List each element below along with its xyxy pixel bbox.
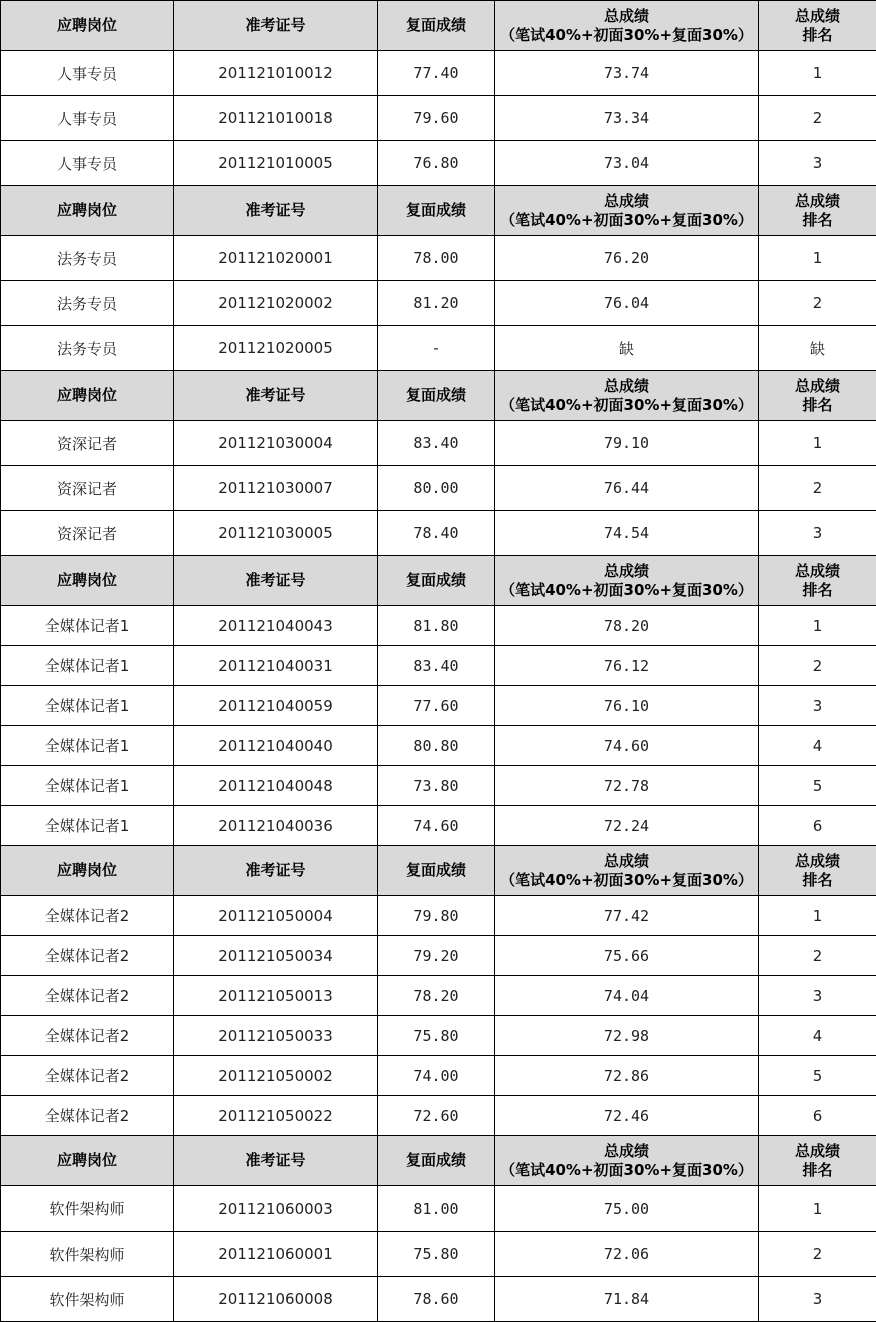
cell-rank: 2 — [759, 936, 876, 976]
cell-exam-no: 201121030005 — [174, 511, 378, 556]
table-row — [1, 726, 876, 766]
cell-position: 全媒体记者2 — [1, 936, 174, 976]
cell-rank: 6 — [759, 1096, 876, 1136]
cell-exam-no: 201121020002 — [174, 281, 378, 326]
cell-exam-no: 201121050013 — [174, 976, 378, 1016]
cell-total: 76.10 — [495, 686, 759, 726]
table-row — [1, 896, 876, 936]
header-position: 应聘岗位 — [1, 1136, 174, 1186]
cell-total: 71.84 — [495, 1277, 759, 1322]
header-total-line1: 总成绩 — [495, 192, 758, 211]
header-row — [1, 371, 876, 421]
cell-reinterview: 81.00 — [378, 1186, 495, 1232]
cell-rank: 2 — [759, 466, 876, 511]
header-rank-line2: 排名 — [759, 871, 876, 890]
table-row — [1, 281, 876, 326]
cell-reinterview: 79.80 — [378, 896, 495, 936]
header-rank-line1: 总成绩 — [759, 7, 876, 26]
cell-position: 资深记者 — [1, 421, 174, 466]
header-total — [495, 1, 759, 51]
cell-reinterview: 75.80 — [378, 1016, 495, 1056]
cell-reinterview: 78.60 — [378, 1277, 495, 1322]
header-rank — [759, 1136, 876, 1186]
header-rank-line1: 总成绩 — [759, 192, 876, 211]
cell-reinterview: 78.00 — [378, 236, 495, 281]
cell-reinterview: 81.20 — [378, 281, 495, 326]
cell-rank: 3 — [759, 686, 876, 726]
cell-rank: 2 — [759, 646, 876, 686]
header-total — [495, 846, 759, 896]
header-exam-no: 准考证号 — [174, 371, 378, 421]
table-row — [1, 1096, 876, 1136]
table-row — [1, 326, 876, 371]
table-row — [1, 1186, 876, 1232]
header-reinterview: 复面成绩 — [378, 1136, 495, 1186]
cell-rank: 4 — [759, 1016, 876, 1056]
cell-reinterview: 77.60 — [378, 686, 495, 726]
header-row — [1, 846, 876, 896]
cell-exam-no: 201121020005 — [174, 326, 378, 371]
cell-exam-no: 201121060008 — [174, 1277, 378, 1322]
header-exam-no: 准考证号 — [174, 1, 378, 51]
cell-total: 缺 — [495, 326, 759, 371]
header-total — [495, 371, 759, 421]
cell-total: 75.00 — [495, 1186, 759, 1232]
cell-position: 软件架构师 — [1, 1277, 174, 1322]
header-rank-line1: 总成绩 — [759, 1142, 876, 1161]
header-rank — [759, 846, 876, 896]
cell-position: 全媒体记者1 — [1, 606, 174, 646]
header-exam-no: 准考证号 — [174, 186, 378, 236]
cell-position: 软件架构师 — [1, 1186, 174, 1232]
cell-position: 法务专员 — [1, 326, 174, 371]
cell-position: 资深记者 — [1, 511, 174, 556]
table-row — [1, 511, 876, 556]
header-total-line2: （笔试40%+初面30%+复面30%） — [495, 871, 758, 890]
cell-total: 73.04 — [495, 141, 759, 186]
cell-total: 79.10 — [495, 421, 759, 466]
header-total-line2: （笔试40%+初面30%+复面30%） — [495, 211, 758, 230]
header-total-line2: （笔试40%+初面30%+复面30%） — [495, 396, 758, 415]
header-reinterview: 复面成绩 — [378, 556, 495, 606]
cell-total: 77.42 — [495, 896, 759, 936]
cell-total: 76.12 — [495, 646, 759, 686]
cell-reinterview: 80.00 — [378, 466, 495, 511]
cell-exam-no: 201121040040 — [174, 726, 378, 766]
cell-total: 72.46 — [495, 1096, 759, 1136]
header-row — [1, 1, 876, 51]
header-rank-line2: 排名 — [759, 26, 876, 45]
cell-total: 75.66 — [495, 936, 759, 976]
cell-rank: 2 — [759, 1232, 876, 1277]
cell-exam-no: 201121050004 — [174, 896, 378, 936]
cell-reinterview: 83.40 — [378, 421, 495, 466]
table-row — [1, 606, 876, 646]
cell-exam-no: 201121010018 — [174, 96, 378, 141]
cell-reinterview: 79.60 — [378, 96, 495, 141]
table-row — [1, 646, 876, 686]
header-row — [1, 556, 876, 606]
cell-total: 72.78 — [495, 766, 759, 806]
cell-total: 76.04 — [495, 281, 759, 326]
header-reinterview: 复面成绩 — [378, 846, 495, 896]
cell-rank: 1 — [759, 1186, 876, 1232]
header-reinterview: 复面成绩 — [378, 1, 495, 51]
cell-reinterview: 79.20 — [378, 936, 495, 976]
cell-reinterview: 78.20 — [378, 976, 495, 1016]
cell-position: 人事专员 — [1, 51, 174, 96]
cell-rank: 4 — [759, 726, 876, 766]
table-row — [1, 766, 876, 806]
table-row — [1, 96, 876, 141]
cell-rank: 3 — [759, 141, 876, 186]
header-position: 应聘岗位 — [1, 1, 174, 51]
cell-exam-no: 201121040036 — [174, 806, 378, 846]
header-position: 应聘岗位 — [1, 186, 174, 236]
cell-exam-no: 201121020001 — [174, 236, 378, 281]
header-exam-no: 准考证号 — [174, 1136, 378, 1186]
cell-exam-no: 201121050022 — [174, 1096, 378, 1136]
table-row — [1, 236, 876, 281]
cell-reinterview: 78.40 — [378, 511, 495, 556]
header-reinterview: 复面成绩 — [378, 371, 495, 421]
cell-exam-no: 201121050033 — [174, 1016, 378, 1056]
header-position: 应聘岗位 — [1, 846, 174, 896]
cell-exam-no: 201121040059 — [174, 686, 378, 726]
cell-position: 全媒体记者2 — [1, 896, 174, 936]
cell-exam-no: 201121060003 — [174, 1186, 378, 1232]
table-row — [1, 51, 876, 96]
cell-total: 76.44 — [495, 466, 759, 511]
cell-exam-no: 201121030004 — [174, 421, 378, 466]
cell-position: 人事专员 — [1, 96, 174, 141]
cell-position: 全媒体记者1 — [1, 646, 174, 686]
cell-position: 软件架构师 — [1, 1232, 174, 1277]
header-row — [1, 186, 876, 236]
cell-exam-no: 201121040048 — [174, 766, 378, 806]
cell-exam-no: 201121040043 — [174, 606, 378, 646]
cell-rank: 5 — [759, 1056, 876, 1096]
cell-reinterview: 75.80 — [378, 1232, 495, 1277]
cell-reinterview: 74.00 — [378, 1056, 495, 1096]
header-total-line1: 总成绩 — [495, 377, 758, 396]
header-rank — [759, 1, 876, 51]
header-total — [495, 186, 759, 236]
cell-rank: 3 — [759, 1277, 876, 1322]
cell-rank: 1 — [759, 236, 876, 281]
score-table-body — [1, 1, 876, 1322]
cell-rank: 缺 — [759, 326, 876, 371]
cell-total: 78.20 — [495, 606, 759, 646]
cell-total: 73.74 — [495, 51, 759, 96]
cell-total: 76.20 — [495, 236, 759, 281]
header-rank — [759, 371, 876, 421]
header-rank-line2: 排名 — [759, 1161, 876, 1180]
cell-position: 资深记者 — [1, 466, 174, 511]
cell-total: 73.34 — [495, 96, 759, 141]
cell-position: 全媒体记者2 — [1, 1056, 174, 1096]
cell-reinterview: 73.80 — [378, 766, 495, 806]
header-rank-line2: 排名 — [759, 581, 876, 600]
header-exam-no: 准考证号 — [174, 846, 378, 896]
table-row — [1, 421, 876, 466]
cell-position: 法务专员 — [1, 281, 174, 326]
cell-position: 全媒体记者1 — [1, 766, 174, 806]
cell-rank: 6 — [759, 806, 876, 846]
cell-rank: 1 — [759, 421, 876, 466]
header-rank-line1: 总成绩 — [759, 562, 876, 581]
header-rank-line1: 总成绩 — [759, 377, 876, 396]
cell-rank: 5 — [759, 766, 876, 806]
cell-reinterview: 76.80 — [378, 141, 495, 186]
header-total — [495, 556, 759, 606]
cell-exam-no: 201121050034 — [174, 936, 378, 976]
table-row — [1, 466, 876, 511]
table-row — [1, 1277, 876, 1322]
cell-rank: 2 — [759, 96, 876, 141]
table-row — [1, 976, 876, 1016]
cell-rank: 3 — [759, 976, 876, 1016]
cell-position: 法务专员 — [1, 236, 174, 281]
header-total-line1: 总成绩 — [495, 1142, 758, 1161]
cell-exam-no: 201121030007 — [174, 466, 378, 511]
table-row — [1, 1016, 876, 1056]
table-row — [1, 1056, 876, 1096]
cell-reinterview: 77.40 — [378, 51, 495, 96]
header-total — [495, 1136, 759, 1186]
cell-position: 全媒体记者1 — [1, 686, 174, 726]
table-row — [1, 141, 876, 186]
header-rank — [759, 556, 876, 606]
cell-reinterview: 74.60 — [378, 806, 495, 846]
cell-reinterview: 81.80 — [378, 606, 495, 646]
header-rank — [759, 186, 876, 236]
cell-rank: 1 — [759, 51, 876, 96]
header-rank-line2: 排名 — [759, 396, 876, 415]
cell-total: 74.60 — [495, 726, 759, 766]
cell-position: 人事专员 — [1, 141, 174, 186]
header-reinterview: 复面成绩 — [378, 186, 495, 236]
header-exam-no: 准考证号 — [174, 556, 378, 606]
cell-total: 72.24 — [495, 806, 759, 846]
table-row — [1, 686, 876, 726]
header-total-line2: （笔试40%+初面30%+复面30%） — [495, 1161, 758, 1180]
cell-total: 72.86 — [495, 1056, 759, 1096]
table-row — [1, 1232, 876, 1277]
header-rank-line2: 排名 — [759, 211, 876, 230]
cell-total: 74.04 — [495, 976, 759, 1016]
cell-total: 74.54 — [495, 511, 759, 556]
cell-exam-no: 201121010005 — [174, 141, 378, 186]
cell-total: 72.98 — [495, 1016, 759, 1056]
header-position: 应聘岗位 — [1, 371, 174, 421]
cell-rank: 1 — [759, 606, 876, 646]
table-row — [1, 806, 876, 846]
header-total-line2: （笔试40%+初面30%+复面30%） — [495, 26, 758, 45]
table-row — [1, 936, 876, 976]
header-position: 应聘岗位 — [1, 556, 174, 606]
cell-rank: 3 — [759, 511, 876, 556]
cell-exam-no: 201121060001 — [174, 1232, 378, 1277]
header-total-line1: 总成绩 — [495, 7, 758, 26]
cell-exam-no: 201121040031 — [174, 646, 378, 686]
cell-position: 全媒体记者2 — [1, 1096, 174, 1136]
header-total-line1: 总成绩 — [495, 562, 758, 581]
cell-reinterview: 83.40 — [378, 646, 495, 686]
cell-exam-no: 201121050002 — [174, 1056, 378, 1096]
header-rank-line1: 总成绩 — [759, 852, 876, 871]
cell-exam-no: 201121010012 — [174, 51, 378, 96]
cell-rank: 1 — [759, 896, 876, 936]
cell-position: 全媒体记者1 — [1, 726, 174, 766]
cell-reinterview: 72.60 — [378, 1096, 495, 1136]
header-total-line1: 总成绩 — [495, 852, 758, 871]
cell-position: 全媒体记者2 — [1, 1016, 174, 1056]
cell-rank: 2 — [759, 281, 876, 326]
cell-position: 全媒体记者1 — [1, 806, 174, 846]
cell-reinterview: 80.80 — [378, 726, 495, 766]
header-row — [1, 1136, 876, 1186]
cell-position: 全媒体记者2 — [1, 976, 174, 1016]
cell-total: 72.06 — [495, 1232, 759, 1277]
header-total-line2: （笔试40%+初面30%+复面30%） — [495, 581, 758, 600]
cell-reinterview: - — [378, 326, 495, 371]
